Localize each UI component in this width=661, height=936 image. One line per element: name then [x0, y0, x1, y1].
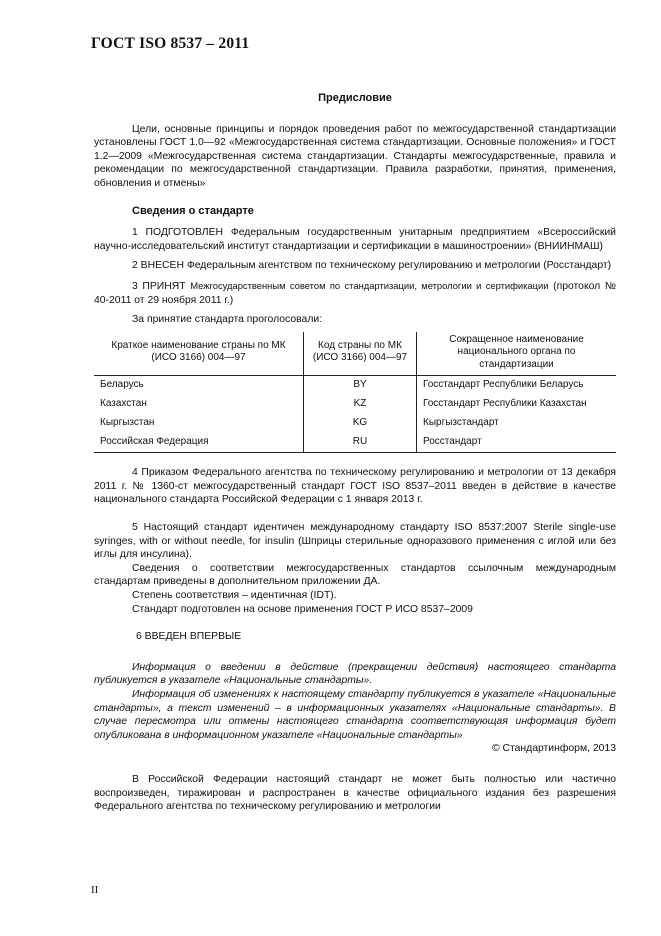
- info-item-6: 6 ВВЕДЕН ВПЕРВЫЕ: [136, 631, 242, 643]
- table-header-code: Код страны по МК (ИСО 3166) 004—97: [304, 332, 417, 376]
- info-item-3-tail: (протокол № 40-2011 от 29 ноября 2011 г.): [94, 280, 616, 306]
- voting-table: [94, 332, 616, 454]
- notice-paragraph-1: Информация о введении в действие (прекращении действия) настоящего стандарта публикуется в указателе «Национальные стандарты».: [94, 661, 616, 687]
- info-item-4: 4 Приказом Федерального агентства по техническому регулированию и метрологии от 13 декабря 2011 г. № 1360-ст межгосударственный стандарт ГОСТ ISO 8537–2011 введен в действие в качестве национального стандарта Российской Федерации с 1 января 2013 г.: [94, 467, 616, 506]
- info-item-5: 5 Настоящий стандарт идентичен международному стандарту ISO 8537:2007 Sterile single-use syringes, with or without needle, for insulin (Шприцы стерильные одноразового применения с иглой или без иглы для инсулина).: [94, 522, 616, 561]
- document-header: ГОСТ ISO 8537 – 2011: [91, 35, 250, 52]
- table-cell-code: KZ: [304, 395, 417, 414]
- table-cell-country: Казахстан: [100, 398, 147, 410]
- legal-notice: В Российской Федерации настоящий стандарт не может быть полностью или частично воспроизведен, тиражирован и распространен в качестве официального издания без разрешения Федерального агентства по техническому регулированию и метрологии: [94, 773, 616, 813]
- table-row: [94, 433, 616, 453]
- info-item-5-basis: Стандарт подготовлен на основе применения ГОСТ Р ИСО 8537–2009: [132, 603, 473, 615]
- table-cell-body: Кыргызстандарт: [423, 417, 499, 429]
- preface-heading: Предисловие: [318, 92, 392, 104]
- table-cell-country: Беларусь: [100, 379, 144, 391]
- table-row: [94, 414, 616, 433]
- info-item-3-rest: Межгосударственным советом по стандартизации, метрологии и сертификации: [190, 279, 549, 291]
- table-row: [94, 376, 616, 396]
- info-item-5-refs: Сведения о соответствии межгосударственных стандартов ссылочным международным стандартам приведены в дополнительном приложении ДА.: [94, 562, 616, 588]
- vote-intro: За принятие стандарта проголосовали:: [132, 314, 323, 326]
- table-header-country: Краткое наименование страны по МК (ИСО 3166) 004—97: [94, 332, 304, 376]
- info-item-3-lead: 3 ПРИНЯТ: [132, 280, 186, 292]
- table-cell-country: Кыргызстан: [100, 417, 155, 429]
- table-header-body: Сокращенное наименование национального органа по стандартизации: [417, 332, 617, 376]
- table-cell-body: Госстандарт Республики Казахстан: [423, 398, 587, 410]
- info-item-5-degree: Степень соответствия – идентичная (IDT).: [132, 589, 337, 601]
- table-cell-country: Российская Федерация: [94, 433, 304, 453]
- table-cell-code: RU: [304, 433, 417, 453]
- notice-paragraph-2: Информация об изменениях к настоящему стандарту публикуется в указателе «Национальные стандарты», а текст изменений – в информационных указателях «Национальные стандарты». В случае пересмотра или отмены настоящего стандарта соответствующая информация будет опубликована в информационном указателе «Национальные стандарты»: [94, 688, 616, 741]
- table-cell-code: KG: [304, 414, 417, 433]
- info-item-2: 2 ВНЕСЕН Федеральным агентством по техническому регулированию и метрологии (Росстандарт): [132, 260, 612, 272]
- info-item-3: [94, 279, 616, 307]
- info-heading: Сведения о стандарте: [132, 204, 254, 217]
- preface-text: Цели, основные принципы и порядок проведения работ по межгосударственной стандартизации установлены ГОСТ 1.0—92 «Межгосударственная система стандартизации. Основные положения» и ГОСТ 1.2—2009 «Межгосударственная система стандартизации. Стандарты межгосударственные, правила и рекомендации по межгосударственной стандартизации. Правила разработки, принятия, применения, обновления и отмены»: [94, 123, 616, 189]
- table-cell-body: Госстандарт Республики Беларусь: [423, 379, 584, 391]
- page-number: II: [91, 884, 99, 896]
- table-row: [94, 395, 616, 414]
- info-item-1: 1 ПОДГОТОВЛЕН Федеральным государственным унитарным предприятием «Всероссийский научно-исследовательский институт стандартизации и сертификации в машиностроении» (ВНИИНМАШ): [94, 227, 616, 252]
- page-content: [94, 92, 616, 814]
- table-cell-code: BY: [304, 376, 417, 396]
- table-header-row: [94, 332, 616, 376]
- copyright: © Стандартинформ, 2013: [491, 743, 616, 755]
- table-cell-body: Росстандарт: [417, 433, 617, 453]
